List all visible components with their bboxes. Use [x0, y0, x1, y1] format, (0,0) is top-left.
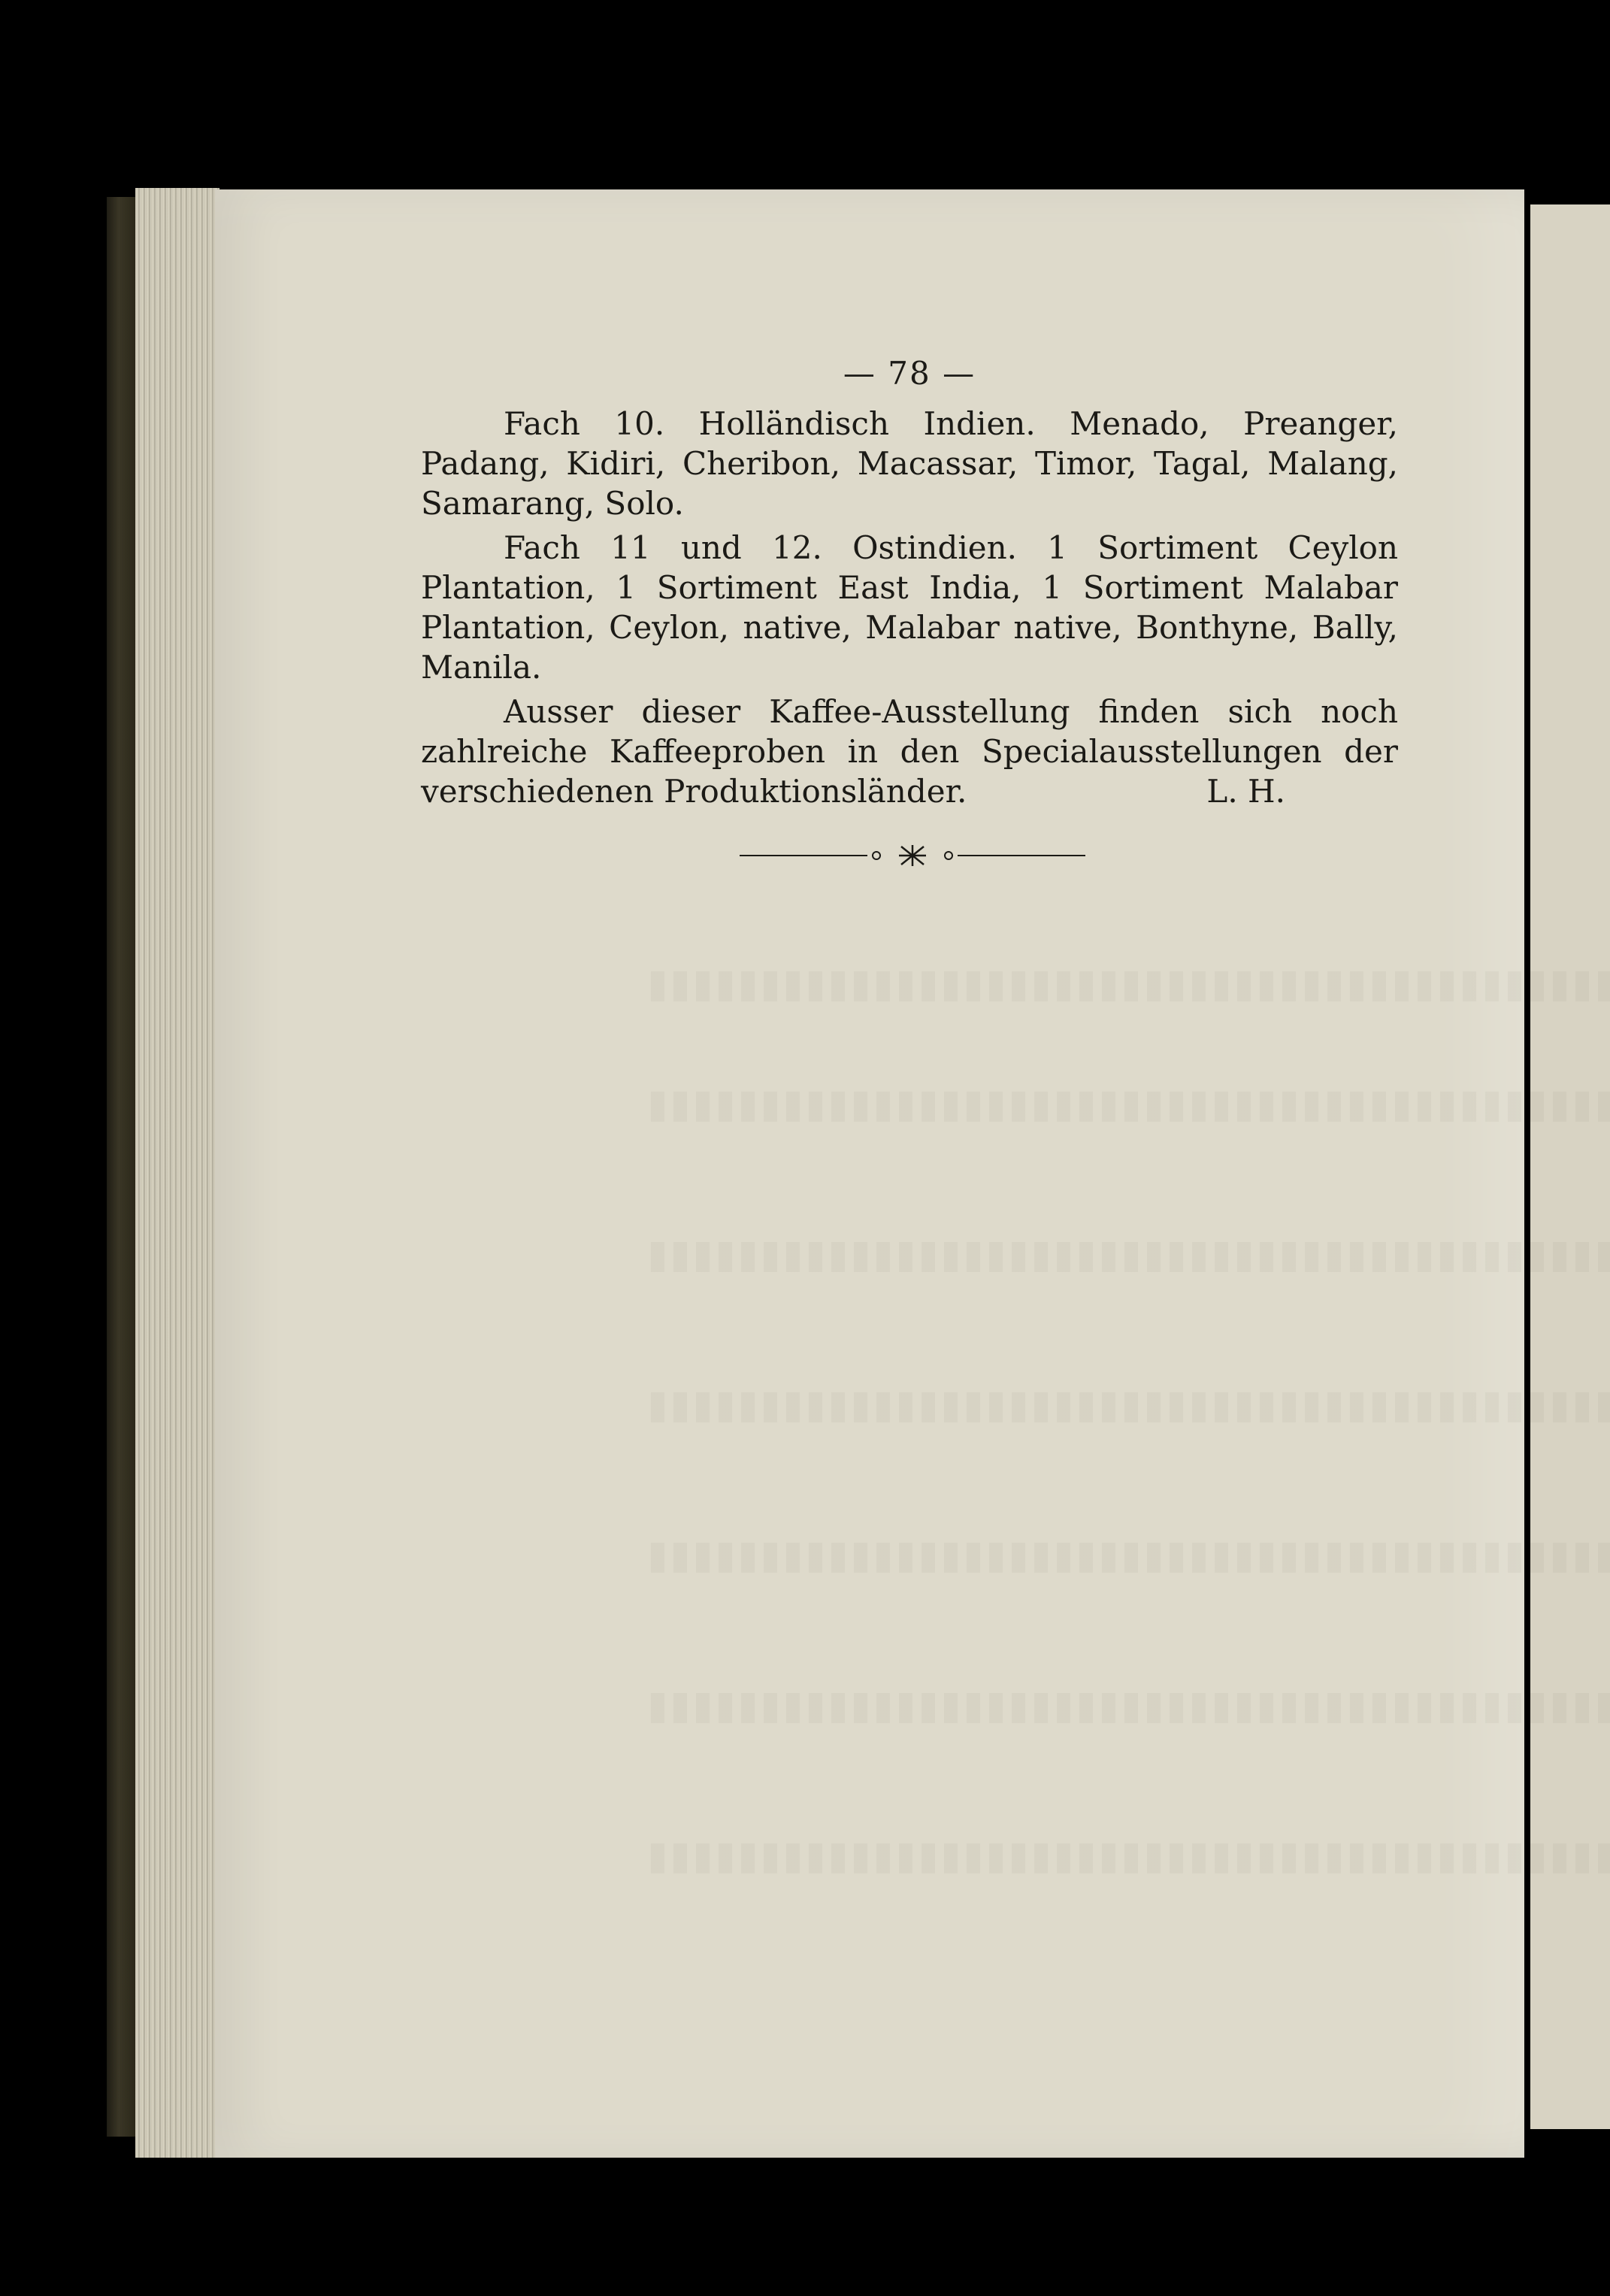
bleed-through — [651, 1843, 1610, 1873]
bleed-through — [651, 971, 1610, 1001]
bleed-through — [651, 1392, 1610, 1422]
paragraph-fach-10: Fach 10. Holländisch Indien. Menado, Preanger, Padang, Kidiri, Cheribon, Macassar, Timor, Tagal, Malang, Samarang, Solo. — [421, 405, 1398, 522]
author-signature: L. H. — [1206, 773, 1285, 810]
bleed-through — [651, 1693, 1610, 1723]
bleed-through — [651, 1242, 1610, 1272]
facing-page-edge — [1530, 204, 1610, 2129]
paragraph-fach-11-12: Fach 11 und 12. Ostindien. 1 Sortiment Ceylon Plantation, 1 Sortiment East India, 1 Sortiment Malabar Plantation, Ceylon, native, Malabar native, Bonthyne, Bally, Manila. — [421, 529, 1398, 686]
page-number: — 78 — — [843, 355, 976, 392]
book-spine — [107, 197, 137, 2137]
page-text — [421, 353, 1398, 816]
ornament-divider-icon — [740, 841, 1085, 871]
paragraph-closing-text: Ausser dieser Kaffee-Ausstellung finden sich noch zahlreiche Kaffeeproben in den Specialausstellungen der verschiedenen Produktionsländer. — [421, 693, 1398, 810]
bleed-through — [651, 1543, 1610, 1573]
bleed-through — [651, 1092, 1610, 1122]
page-edges — [135, 188, 219, 2158]
paragraph-closing — [421, 692, 1398, 811]
